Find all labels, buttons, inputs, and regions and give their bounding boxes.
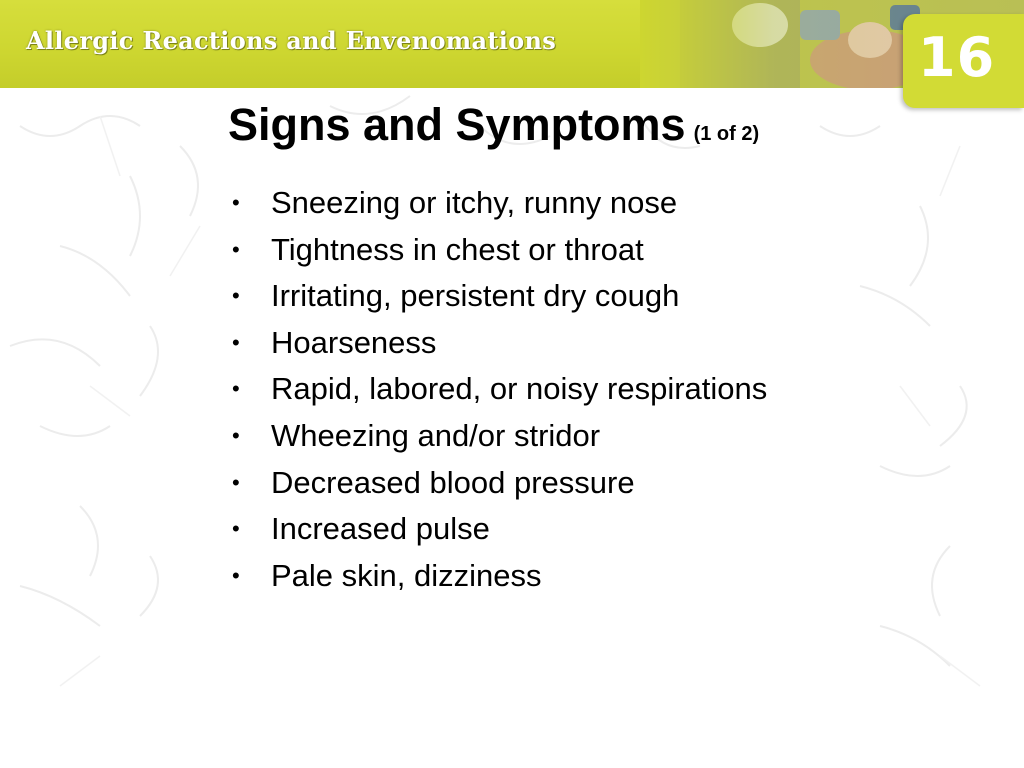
- list-item-text: Decreased blood pressure: [271, 464, 635, 500]
- bullet-list: [232, 180, 767, 599]
- list-item: [232, 180, 767, 227]
- slide-title: [228, 97, 759, 162]
- bullet-icon: •: [232, 329, 240, 355]
- list-item-text: Sneezing or itchy, runny nose: [271, 185, 678, 220]
- bullet-icon: •: [232, 283, 240, 309]
- list-item: [232, 553, 767, 600]
- bullet-icon: •: [232, 516, 240, 542]
- list-item: [232, 506, 767, 553]
- list-item: [232, 460, 767, 507]
- list-item-text: Tightness in chest or throat: [271, 231, 644, 267]
- list-item: [232, 273, 767, 320]
- list-item-text: Irritating, persistent dry cough: [271, 278, 680, 314]
- bullet-icon: •: [232, 562, 240, 588]
- list-item-text: Wheezing and/or stridor: [271, 417, 601, 453]
- bullet-icon: •: [232, 469, 240, 495]
- slide-title-text: Signs and Symptoms: [228, 99, 686, 150]
- list-item: [232, 320, 767, 367]
- list-item-text: Hoarseness: [271, 324, 437, 360]
- bullet-icon: •: [232, 422, 240, 448]
- chapter-number: 16: [918, 26, 996, 89]
- slide-title-suffix: (1 of 2): [693, 123, 760, 145]
- list-item-text: Pale skin, dizziness: [271, 557, 542, 593]
- list-item: [232, 366, 767, 413]
- chapter-title: Allergic Reactions and Envenomations: [26, 26, 557, 55]
- list-item: [232, 227, 767, 274]
- list-item-text: Rapid, labored, or noisy respirations: [271, 371, 768, 407]
- bullet-icon: •: [232, 236, 240, 262]
- bullet-icon: •: [232, 190, 240, 215]
- list-item: [232, 413, 767, 460]
- list-item-text: Increased pulse: [271, 511, 490, 547]
- bullet-icon: •: [232, 376, 240, 402]
